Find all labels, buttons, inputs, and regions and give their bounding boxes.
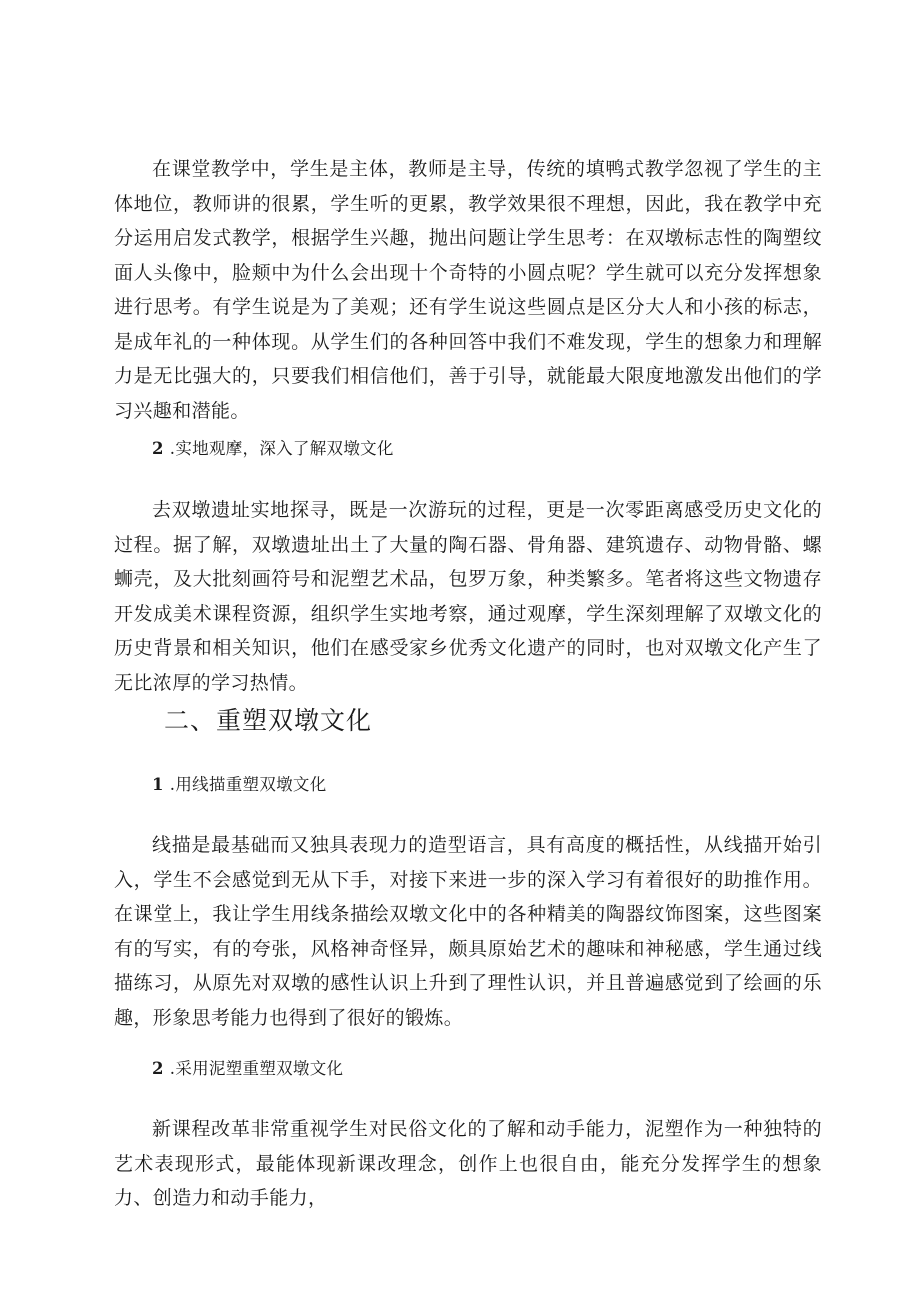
subheading-text: .用线描重塑双墩文化 <box>169 775 327 794</box>
section-heading: 二、重塑双墩文化 <box>164 706 373 735</box>
paragraph-classroom-teaching: 在课堂教学中，学生是主体，教师是主导，传统的填鸭式教学忽视了学生的主体地位，教师讲的很累，学生听的更累，教学效果很不理想，因此，我在教学中充分运用启发式教学，根据学生兴趣，抛出问题让学生思考：在双墩标志性的陶塑纹面人头像中，脸颊中为什么会出现十个奇特的小圆点呢？学生就可以充分发挥想象进行思考。有学生说是为了美观；还有学生说这些圆点是区分大人和小孩的标志，是成年礼的一种体现。从学生们的各种回答中我们不难发现，学生的想象力和理解力是无比强大的，只要我们相信他们，善于引导，就能最大限度地激发出他们的学习兴趣和潜能。 <box>114 158 822 422</box>
subheading-text: .采用泥塑重塑双墩文化 <box>169 1059 344 1078</box>
subheading-number: 2 <box>152 439 164 458</box>
paragraph-site-exploration: 去双墩遗址实地探寻，既是一次游玩的过程，更是一次零距离感受历史文化的过程。据了解，双墩遗址出土了大量的陶石器、骨角器、建筑遗存、动物骨骼、螺蛳壳，及大批刻画符号和泥塑艺术品，包罗万象，种类繁多。笔者将这些文物遗存开发成美术课程资源，组织学生实地考察，通过观摩，学生深刻理解了双墩文化的历史背景和相关知识，他们在感受家乡优秀文化遗产的同时，也对双墩文化产生了无比浓厚的学习热情。 <box>114 499 822 694</box>
subheading-clay-sculpture <box>152 1057 343 1081</box>
subheading-line-drawing <box>152 773 327 797</box>
subheading-text: .实地观摩，深入了解双墩文化 <box>169 439 394 458</box>
paragraph-clay-sculpture: 新课程改革非常重视学生对民俗文化的了解和动手能力，泥塑作为一种独特的艺术表现形式，最能体现新课改理念，创作上也很自由，能充分发挥学生的想象力、创造力和动手能力， <box>114 1118 822 1209</box>
subheading-number: 2 <box>152 1059 164 1078</box>
subheading-field-observation <box>152 437 394 461</box>
paragraph-line-drawing: 线描是最基础而又独具表现力的造型语言，具有高度的概括性，从线描开始引入，学生不会感觉到无从下手，对接下来进一步的深入学习有着很好的助推作用。在课堂上，我让学生用线条描绘双墩文化中的各种精美的陶器纹饰图案，这些图案有的写实，有的夸张，风格神奇怪异，颇具原始艺术的趣味和神秘感，学生通过线描练习，从原先对双墩的感性认识上升到了理性认识，并且普遍感觉到了绘画的乐趣，形象思考能力也得到了很好的锻炼。 <box>114 834 822 1029</box>
subheading-number: 1 <box>152 775 164 794</box>
